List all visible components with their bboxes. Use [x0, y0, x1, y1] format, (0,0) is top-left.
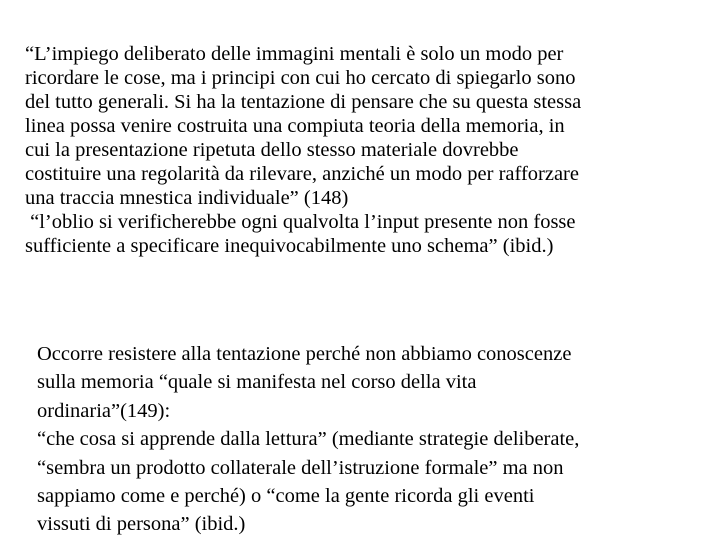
- quote-paragraph: [25, 42, 581, 258]
- quote-line: cui la presentazione ripetuta dello stesso materiale dovrebbe: [25, 139, 519, 161]
- quote-line: una traccia mnestica individuale” (148): [25, 187, 349, 209]
- commentary-line: “che cosa si apprende dalla lettura” (mediante strategie deliberate,: [37, 428, 580, 451]
- quote-line: ricordare le cose, ma i principi con cui ho cercato di spiegarlo sono: [25, 67, 576, 89]
- quote-line: “l’oblio si verificherebbe ogni qualvolta l’input presente non fosse: [25, 211, 576, 233]
- commentary-line: vissuti di persona” (ibid.): [37, 513, 246, 536]
- commentary-paragraph: [37, 340, 579, 539]
- quote-line: del tutto generali. Si ha la tentazione di pensare che su questa stessa: [25, 91, 582, 113]
- quote-line: sufficiente a specificare inequivocabilmente uno schema” (ibid.): [25, 235, 554, 257]
- quote-line: costituire una regolarità da rilevare, anziché un modo per rafforzare: [25, 163, 579, 185]
- quote-line: linea possa venire costruita una compiuta teoria della memoria, in: [25, 115, 565, 137]
- commentary-line: “sembra un prodotto collaterale dell’istruzione formale” ma non: [37, 456, 564, 479]
- commentary-line: sappiamo come e perché) o “come la gente ricorda gli eventi: [37, 484, 535, 507]
- commentary-line: sulla memoria “quale si manifesta nel corso della vita: [37, 371, 477, 394]
- commentary-line: ordinaria”(149):: [37, 399, 171, 422]
- quote-line: “L’impiego deliberato delle immagini mentali è solo un modo per: [25, 43, 564, 65]
- commentary-line: Occorre resistere alla tentazione perché non abbiamo conoscenze: [37, 343, 572, 365]
